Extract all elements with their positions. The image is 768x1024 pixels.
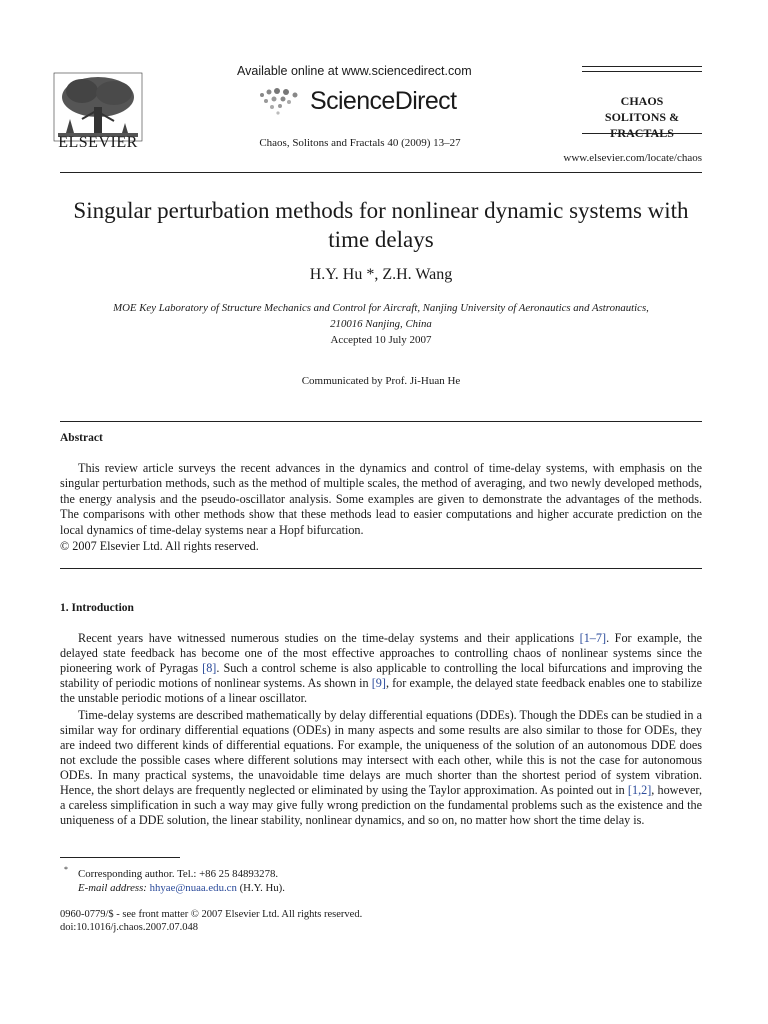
abstract-bottom-rule [60,568,702,569]
citation-link[interactable]: [8] [202,661,217,675]
paragraph-text: , for example, the delayed state feedback enables one to stabilize the unstable periodic motions of a linear oscillator. [60,676,702,705]
journal-rule [582,133,702,134]
footnote-marker: * [64,865,68,874]
affiliation-line: MOE Key Laboratory of Structure Mechanics and Control for Aircraft, Nanjing University of Aeronautics and Astronautics, [113,302,649,314]
affiliation-line: 210016 Nanjing, China [330,318,432,330]
affiliation [60,300,702,332]
corresponding-author-note: Corresponding author. Tel.: +86 25 84893278. [78,868,279,880]
citation-link[interactable]: [1,2] [627,783,652,797]
communicated-by: Communicated by Prof. Ji-Huan He [301,375,461,387]
intro-paragraph-2 [60,708,702,828]
journal-rule [582,71,702,72]
abstract-copyright: © 2007 Elsevier Ltd. All rights reserved. [60,539,259,553]
email-label: E-mail address: [78,882,147,894]
abstract-body: This review article surveys the recent advances in the dynamics and control of time-delay systems, with emphasis on the singular perturbation methods, such as the method of multiple scales, the method of averaging, and two newly developed methods, the energy analysis and the pseudo-oscillator analysis. Some examples are given to demonstrate the advantages of the methods. The comparisons with other methods show that these methods lead to easier computations and higher accurate prediction on the local dynamics of time-delay systems near a Hopf bifurcation. [60,461,702,537]
accepted-date: Accepted 10 July 2007 [330,334,432,346]
publisher-name: ELSEVIER [58,134,138,151]
section-heading-introduction: 1. Introduction [60,602,134,614]
intro-paragraph-1 [60,631,702,706]
paragraph-text: Time-delay systems are described mathematically by delay differential equations (DDEs). Though the DDEs can be studied in a similar way for ordinary differential equations (ODEs) in many aspects and some results are also similar to those for ODEs, they are indeed two different kinds of differential equations. For example, the uniqueness of the solution of an autonomous DDE does not exclude the possible cases where different solutions may intersect with each other, while this is not the case for autonomous ODEs. In many practical systems, the unavoidable time delays are much shorter than the shortest period of system vibration. Hence, the short delays are frequently neglected or eliminated by using the Taylor approximation. As pointed out in [60,708,702,797]
paragraph-text: Recent years have witnessed numerous studies on the time-delay systems and their applications [78,631,580,645]
abstract-heading: Abstract [60,432,103,444]
paper-title: Singular perturbation methods for nonlinear dynamic systems with time delays [73,198,689,252]
header-rule [60,172,702,173]
abstract-top-rule [60,421,702,422]
journal-title-line: CHAOS [620,94,664,108]
available-online-text: Available online at www.sciencedirect.com [237,64,472,78]
email-suffix: (H.Y. Hu). [236,882,285,894]
journal-url[interactable]: www.elsevier.com/locate/chaos [563,152,702,164]
footnote-rule [60,857,180,858]
doi-line[interactable]: doi:10.1016/j.chaos.2007.07.048 [60,922,198,933]
email-footnote [78,882,285,894]
sciencedirect-wordmark: ScienceDirect [310,87,457,115]
issn-line: 0960-0779/$ - see front matter © 2007 Elsevier Ltd. All rights reserved. [60,909,363,920]
journal-rule [582,66,702,67]
citation-link[interactable]: [9] [371,676,386,690]
paragraph-text: , however, a careless simplification in such a way may give fully wrong prediction on the fundamental problems such as the existence and the uniqueness of a DDE solution, the linear stability, nonlinear dynamics, and so on, no matter how short the time delay is. [60,783,702,827]
citation-link[interactable]: [1–7] [579,631,607,645]
paragraph-text: . For example, the delayed state feedback has become one of the most effective approaches to controlling chaos of nonlinear systems since the pioneering work of Pyragas [60,631,702,675]
email-link[interactable]: hhyae@nuaa.edu.cn [149,882,237,894]
journal-title-line: SOLITONS & FRACTALS [604,110,680,140]
paragraph-text: . Such a control scheme is also applicable to controlling the local bifurcations and improving the stability of periodic motions of nonlinear systems. As shown in [60,661,702,690]
journal-citation: Chaos, Solitons and Fractals 40 (2009) 13–27 [259,137,461,149]
authors: H.Y. Hu *, Z.H. Wang [309,266,453,283]
